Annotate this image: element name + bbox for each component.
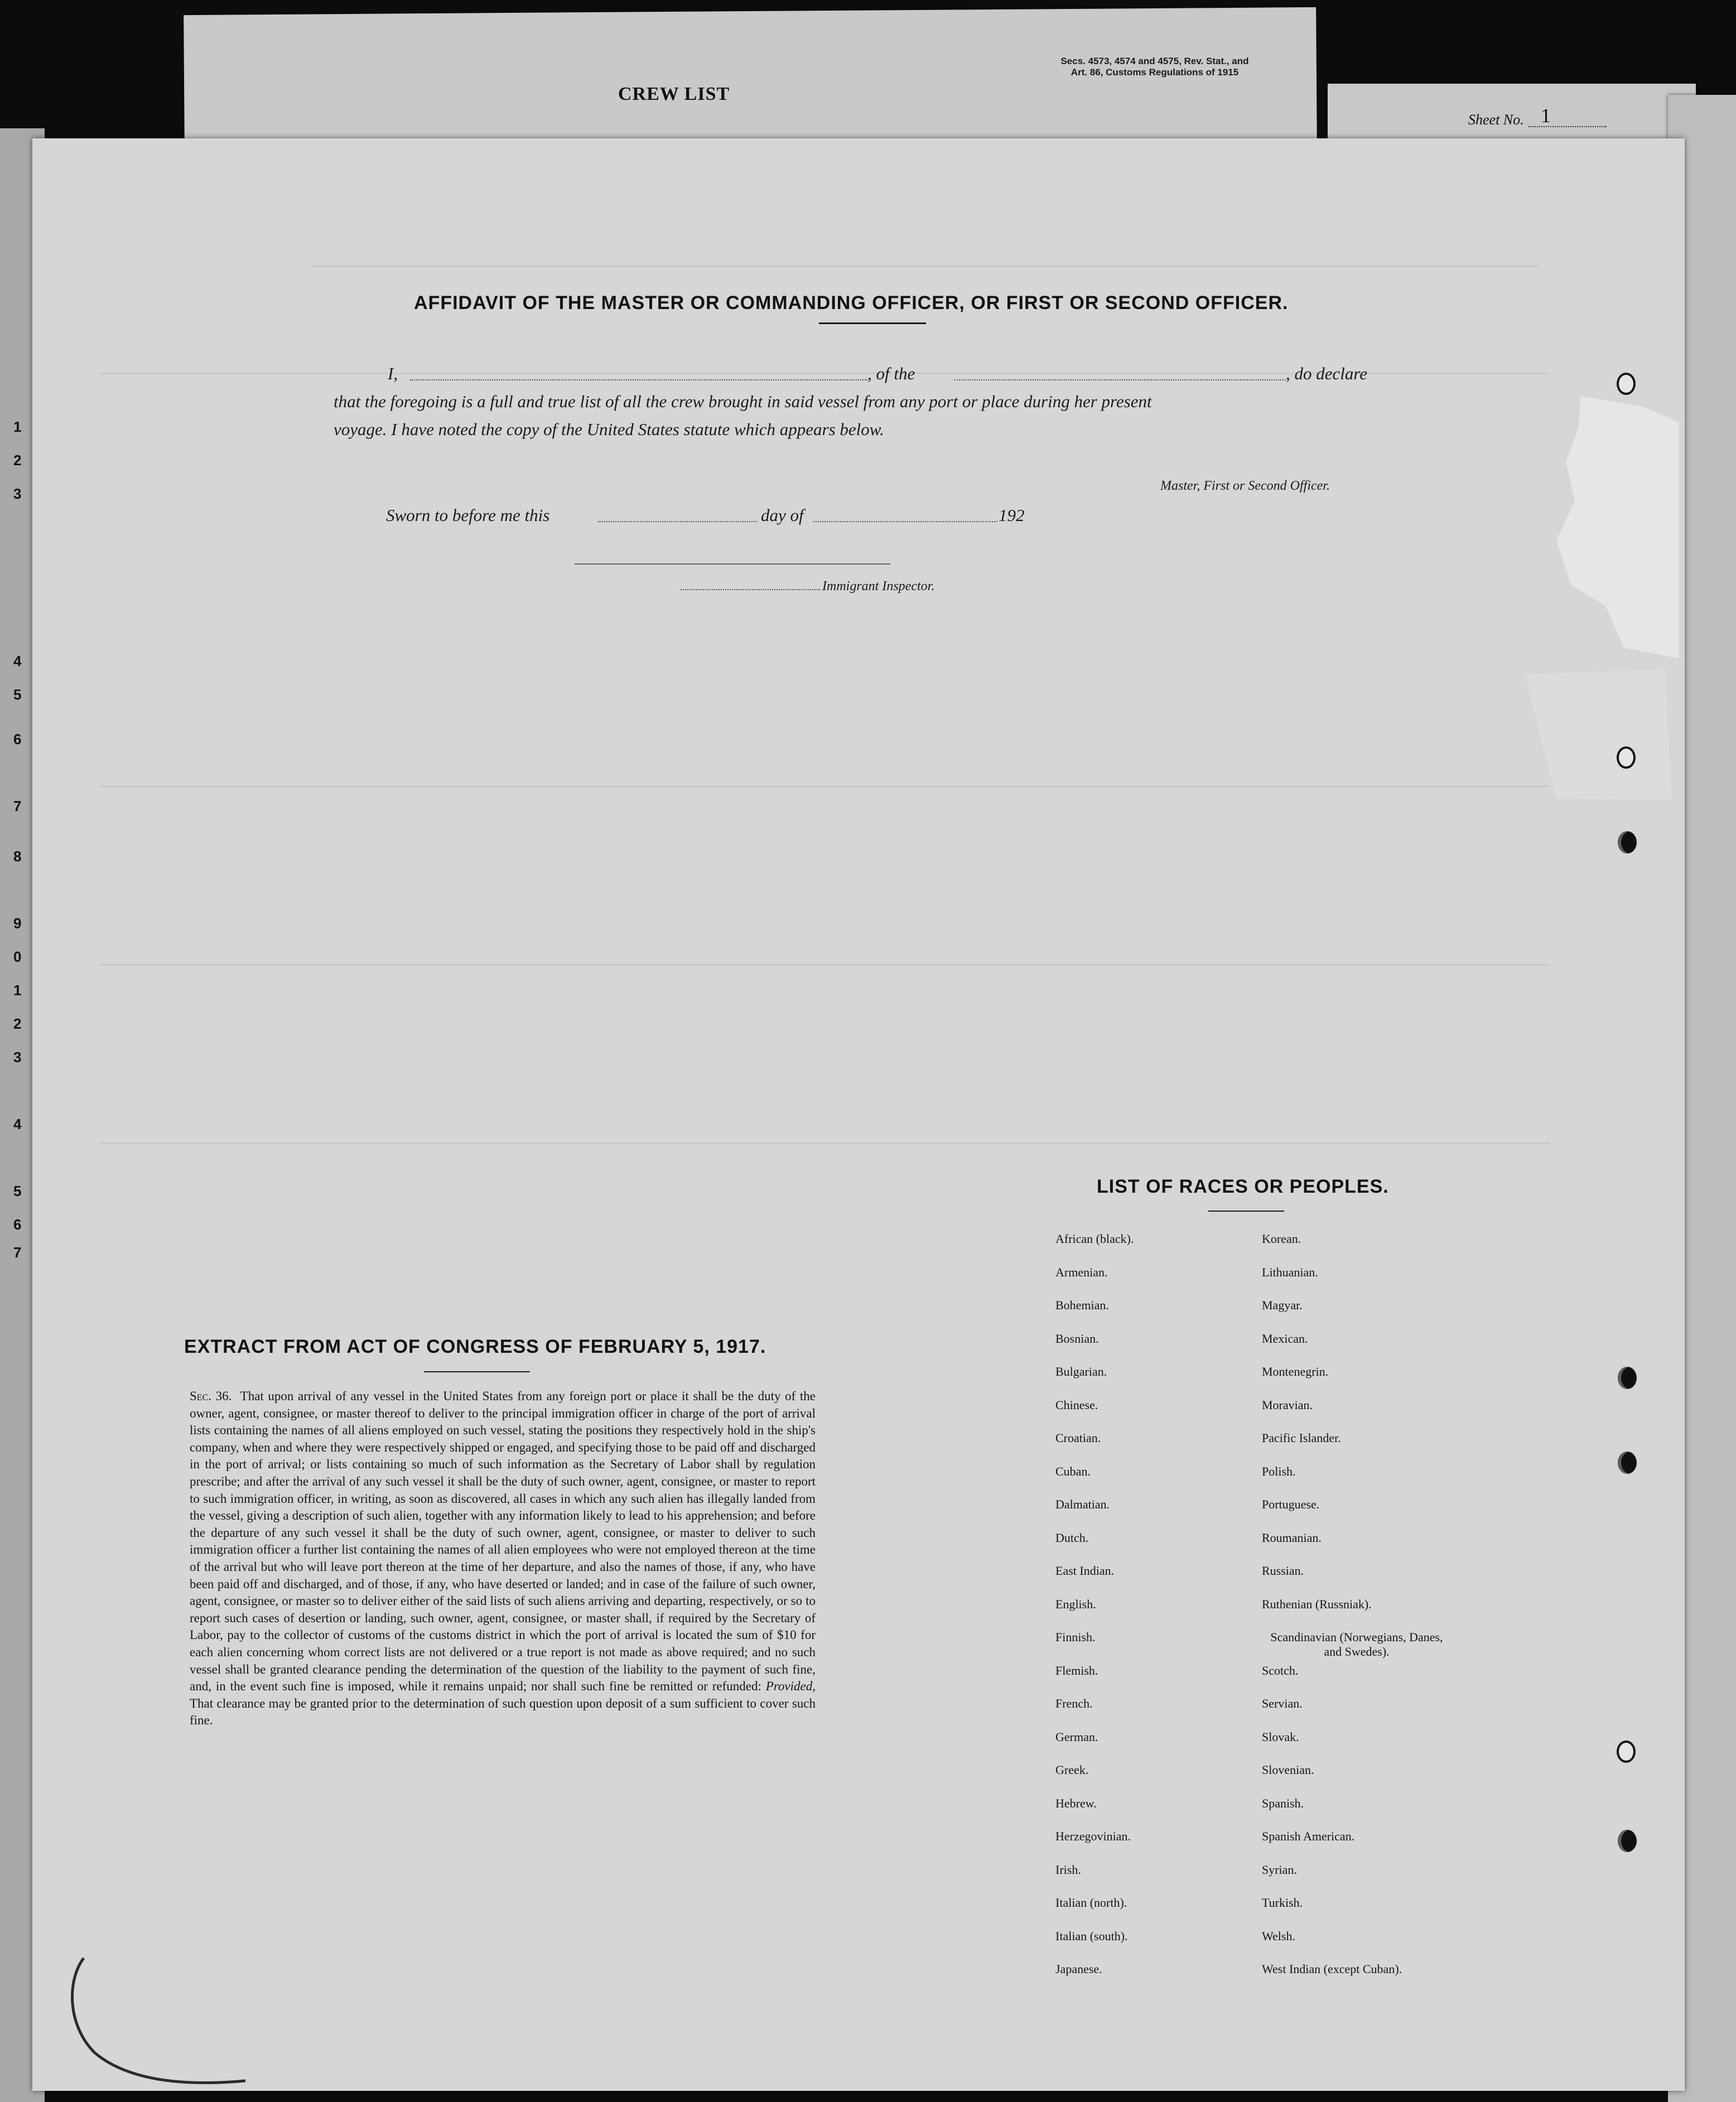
margin-number: 0 — [13, 948, 22, 965]
race-item: Welsh. — [1262, 1929, 1295, 1943]
race-item: Bohemian. — [1055, 1298, 1109, 1312]
margin-number: 6 — [13, 1216, 22, 1233]
section-body-part2: That clearance may be granted prior to the determination of such question upon deposit of a sum sufficient to cover such fine. — [190, 1696, 816, 1728]
race-item: Spanish. — [1262, 1796, 1304, 1810]
section-label: Sec. 36. — [190, 1389, 232, 1403]
race-item: Croatian. — [1055, 1431, 1101, 1445]
race-item: Dutch. — [1055, 1530, 1089, 1545]
show-through-rule — [99, 1142, 1550, 1144]
race-item: Moravian. — [1262, 1397, 1313, 1412]
race-item: Herzegovinian. — [1055, 1829, 1131, 1843]
title-underline — [819, 322, 926, 324]
race-item: Dalmatian. — [1055, 1497, 1110, 1511]
show-through-rule — [99, 964, 1550, 966]
race-item: English. — [1055, 1597, 1096, 1611]
race-item: Polish. — [1262, 1464, 1296, 1478]
race-item: Pacific Islander. — [1262, 1431, 1341, 1445]
name-blank — [410, 379, 867, 380]
section-body-part1: That upon arrival of any vessel in the United States from any foreign port or place it shall be the duty of the owner, agent, consignee, or master thereof to deliver to the principal immigration officer in charge of the port of arrival lists containing the names of all aliens employed on such vessel, stating the positions they respectively hold in the ship's company, when and where they were respectively shipped or engaged, and specifying those to be paid off and discharged in the port of arrival; or lists containing so much of such information as the Secretary of Labor shall by regulation prescribe; and after the arrival of any such vessel it shall be the duty of such owner, agent, consignee, or master to report to such immigration officer, in writing, as soon as discovered, all cases in which any such alien has illegally landed from the vessel, giving a description of such alien, together with any information likely to lead to his apprehension; and before the departure of any such vessel it shall be the duty of such owner, agent, consignee, or master to deliver to such immigration officer a further list containing the names of all alien employees who were not employed thereon at the time of the arrival but who will leave port thereon at the time of her departure, and also the names of those, if any, who have been paid off and discharged, and of those, if any, who have deserted or landed; and in case of the failure of such owner, agent, consignee, or master so to deliver either of the said lists of such aliens arriving and departing, respectively, or so to report such cases of desertion or landing, such owner, agent, consignee, or master shall, if required by the Secretary of Labor, pay to the collector of customs of the customs district in which the port of arrival is located the sum of $10 for each alien concerning whom correct lists are not delivered or a true report is not made as above required; and no such vessel shall be granted clearance pending the determination of the question of the liability to the payment of such fine, and, in the event such fine is imposed, while it remains unpaid; nor shall such fine be remitted or refunded: — [190, 1389, 816, 1694]
sworn-day-blank — [598, 521, 757, 522]
statute-reference-line: Art. 86, Customs Regulations of 1915 — [1070, 67, 1239, 78]
race-item: Turkish. — [1262, 1896, 1303, 1910]
show-through-rule — [99, 785, 1550, 787]
race-item: East Indian. — [1055, 1564, 1115, 1578]
race-item: Italian (north). — [1055, 1896, 1127, 1910]
race-item: Ruthenian (Russniak). — [1262, 1597, 1372, 1611]
margin-number: 6 — [13, 731, 22, 748]
margin-number: 1 — [13, 982, 22, 999]
affidavit-of-the: , of the — [867, 364, 915, 383]
race-item: Scotch. — [1262, 1663, 1299, 1677]
race-item: African (black). — [1055, 1232, 1134, 1246]
margin-number: 4 — [13, 1116, 22, 1132]
race-item: Magyar. — [1262, 1298, 1303, 1312]
sheet-number-label: Sheet No. — [1468, 112, 1524, 128]
race-item: Chinese. — [1055, 1397, 1098, 1412]
statute-reference — [1038, 56, 1272, 78]
year-text: 192 — [999, 505, 1025, 525]
races-underline — [1208, 1211, 1284, 1212]
extract-title: EXTRACT FROM ACT OF CONGRESS OF FEBRUARY 5, 1917. — [184, 1336, 766, 1357]
affidavit-declare: , do declare — [1286, 364, 1368, 383]
race-item: Slovak. — [1262, 1729, 1299, 1744]
back-sheet-crew-list — [184, 7, 1317, 149]
affidavit-i: I, — [388, 364, 398, 383]
provided-word: Provided, — [765, 1679, 816, 1694]
race-item: Lithuanian. — [1262, 1265, 1318, 1279]
race-item: Korean. — [1262, 1232, 1301, 1246]
crew-list-heading: CREW LIST — [618, 84, 730, 104]
margin-number: 8 — [13, 848, 22, 865]
margin-number: 4 — [13, 653, 22, 669]
margin-number: 2 — [13, 452, 22, 469]
margin-number: 3 — [13, 485, 22, 502]
races-left-column — [1055, 1232, 1256, 1995]
inspector-signature-rule — [575, 563, 890, 565]
margin-number: 1 — [13, 418, 22, 435]
race-item: Irish. — [1055, 1862, 1081, 1877]
race-item: Finnish. — [1055, 1630, 1096, 1644]
binder-hole — [1618, 1452, 1637, 1474]
affidavit-title: AFFIDAVIT OF THE MASTER OR COMMANDING OFFICER, OR FIRST OR SECOND OFFICER. — [414, 292, 1289, 314]
races-title: LIST OF RACES OR PEOPLES. — [1097, 1176, 1389, 1197]
race-item: Portuguese. — [1262, 1497, 1320, 1511]
master-signature-label: Master, First or Second Officer. — [1160, 479, 1330, 493]
race-item: Armenian. — [1055, 1265, 1108, 1279]
race-item: Syrian. — [1262, 1862, 1297, 1877]
binder-hole — [1617, 373, 1636, 395]
races-right-column — [1262, 1232, 1496, 1995]
inspector-blank — [681, 589, 820, 590]
sworn-text: Sworn to before me this — [386, 505, 550, 525]
margin-number: 7 — [13, 1244, 22, 1261]
race-item: Bulgarian. — [1055, 1365, 1107, 1378]
race-item: Roumanian. — [1262, 1530, 1322, 1545]
race-item: Slovenian. — [1262, 1763, 1314, 1777]
immigrant-inspector-label: Immigrant Inspector. — [822, 579, 935, 594]
race-item: German. — [1055, 1729, 1098, 1744]
race-item: Hebrew. — [1055, 1796, 1097, 1810]
sheet-number-rule — [1528, 126, 1607, 127]
sheet-number-value: 1 — [1541, 104, 1551, 127]
margin-number: 2 — [13, 1015, 22, 1032]
race-item: Mexican. — [1262, 1331, 1308, 1346]
extract-underline — [424, 1371, 530, 1372]
affidavit-line-2: that the foregoing is a full and true list of all the crew brought in said vessel from any port or place during her present — [334, 392, 1152, 411]
vessel-blank — [954, 379, 1286, 380]
show-through-rule — [311, 266, 1539, 267]
race-item: Russian. — [1262, 1564, 1304, 1578]
margin-number: 7 — [13, 798, 22, 814]
binder-hole — [1617, 746, 1636, 769]
binder-hole — [1618, 1830, 1637, 1852]
margin-number: 9 — [13, 915, 22, 932]
race-item: Italian (south). — [1055, 1929, 1128, 1943]
binder-hole — [1618, 831, 1637, 854]
race-item: Servian. — [1262, 1696, 1303, 1710]
sworn-month-blank — [813, 521, 997, 522]
race-item: Montenegrin. — [1262, 1365, 1329, 1378]
section-36-text — [190, 1388, 816, 1729]
race-item: Greek. — [1055, 1763, 1089, 1777]
handwritten-stroke — [61, 1947, 262, 2092]
margin-number: 5 — [13, 686, 22, 703]
affidavit-line-3: voyage. I have noted the copy of the United States statute which appears below. — [334, 420, 884, 439]
margin-number: 5 — [13, 1183, 22, 1199]
day-of-text: day of — [761, 505, 804, 525]
race-item: Spanish American. — [1262, 1829, 1355, 1843]
race-item: Flemish. — [1055, 1663, 1098, 1677]
race-item: Scandinavian (Norwegians, Danes, and Swedes). — [1270, 1630, 1443, 1659]
statute-reference-line: Secs. 4573, 4574 and 4575, Rev. Stat., and — [1060, 56, 1249, 66]
binder-hole — [1617, 1741, 1636, 1763]
race-item: West Indian (except Cuban). — [1262, 1962, 1402, 1976]
race-item: Bosnian. — [1055, 1331, 1099, 1346]
race-item: French. — [1055, 1696, 1093, 1710]
margin-number: 3 — [13, 1049, 22, 1066]
race-item: Japanese. — [1055, 1962, 1102, 1976]
binder-hole — [1618, 1367, 1637, 1389]
race-item: Cuban. — [1055, 1464, 1091, 1478]
